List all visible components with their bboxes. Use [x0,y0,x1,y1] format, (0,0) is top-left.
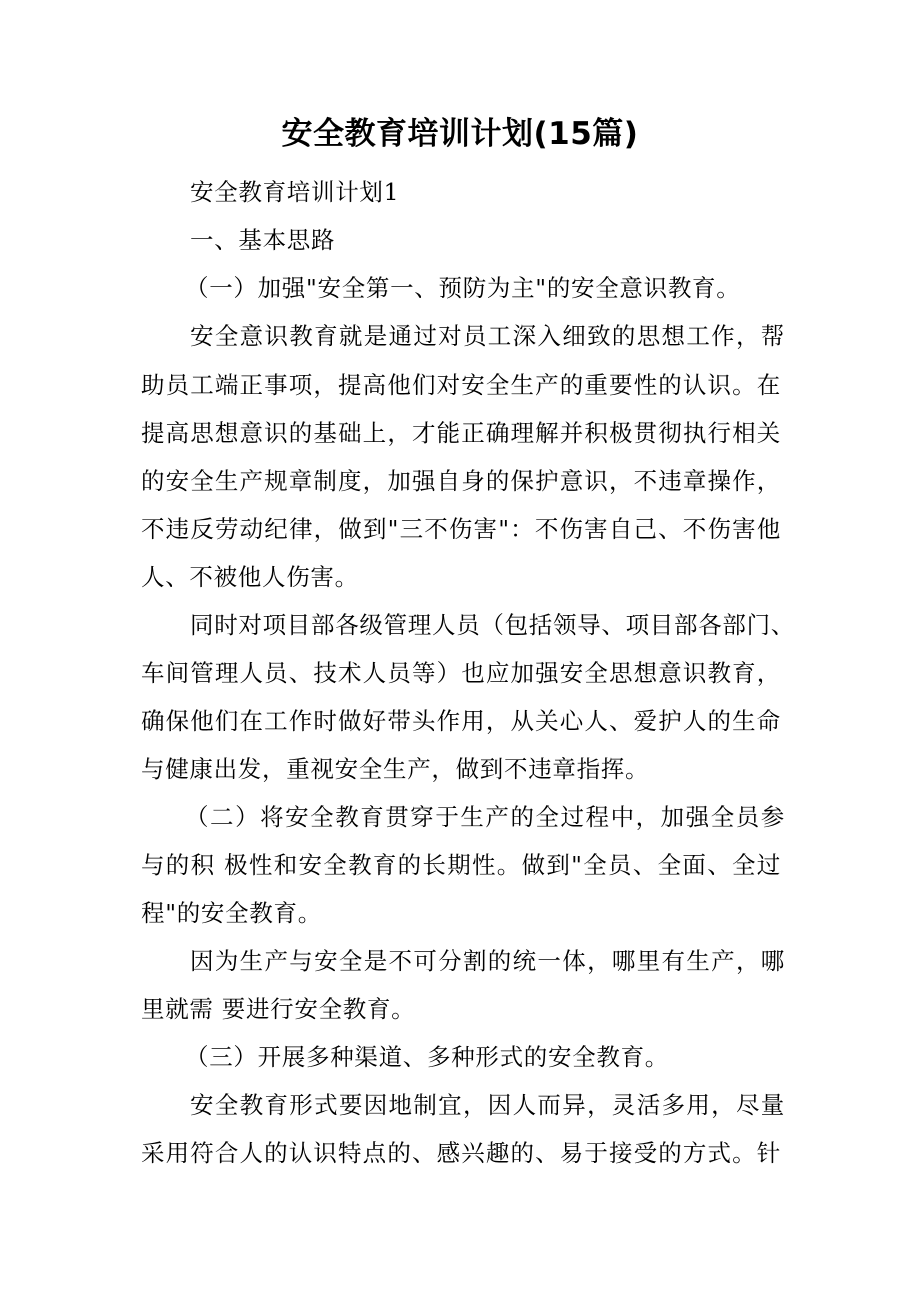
paragraph-heading: （三）开展多种渠道、多种形式的安全教育。 [185,1043,669,1071]
paragraph-line: 提高思想意识的基础上，才能正确理解并积极贯彻执行相关 [141,419,781,447]
paragraph-line: 因为生产与安全是不可分割的统一体，哪里有生产，哪 [190,947,785,975]
paragraph-line: 安全教育形式要因地制宜，因人而异，灵活多用，尽量 [190,1091,785,1119]
paragraph-line: 同时对项目部各级管理人员（包括领导、项目部各部门、 [190,611,795,639]
paragraph-line: 不违反劳动纪律，做到"三不伤害"：不伤害自己、不伤害他 [141,515,781,543]
paragraph-line: 采用符合人的认识特点的、感兴趣的、易于接受的方式。针 [141,1139,781,1167]
subsection-heading: 一、基本思路 [190,226,336,254]
paragraph-heading: （二）将安全教育贯穿于生产的全过程中，加强全员参 [185,803,785,831]
paragraph-line: 确保他们在工作时做好带头作用，从关心人、爱护人的生命 [141,707,781,735]
paragraph-line: 与健康出发，重视安全生产，做到不违章指挥。 [141,755,650,783]
paragraph-line: 程"的安全教育。 [141,899,322,927]
paragraph-line: 车间管理人员、技术人员等）也应加强安全思想意识教育， [141,659,781,687]
document-title: 安全教育培训计划(15篇) [281,116,639,152]
paragraph-heading: （一）加强"安全第一、预防为主"的安全意识教育。 [185,274,741,302]
paragraph-line: 里就需 要进行安全教育。 [141,995,416,1023]
paragraph-line: 人、不被他人伤害。 [141,563,359,591]
section-heading: 安全教育培训计划1 [190,178,400,206]
paragraph-line: 安全意识教育就是通过对员工深入细致的思想工作，帮 [190,322,785,350]
paragraph-line: 与的积 极性和安全教育的长期性。做到"全员、全面、全过 [141,851,781,879]
paragraph-line: 的安全生产规章制度，加强自身的保护意识，不违章操作， [141,467,781,495]
paragraph-line: 助员工端正事项，提高他们对安全生产的重要性的认识。在 [141,371,781,399]
